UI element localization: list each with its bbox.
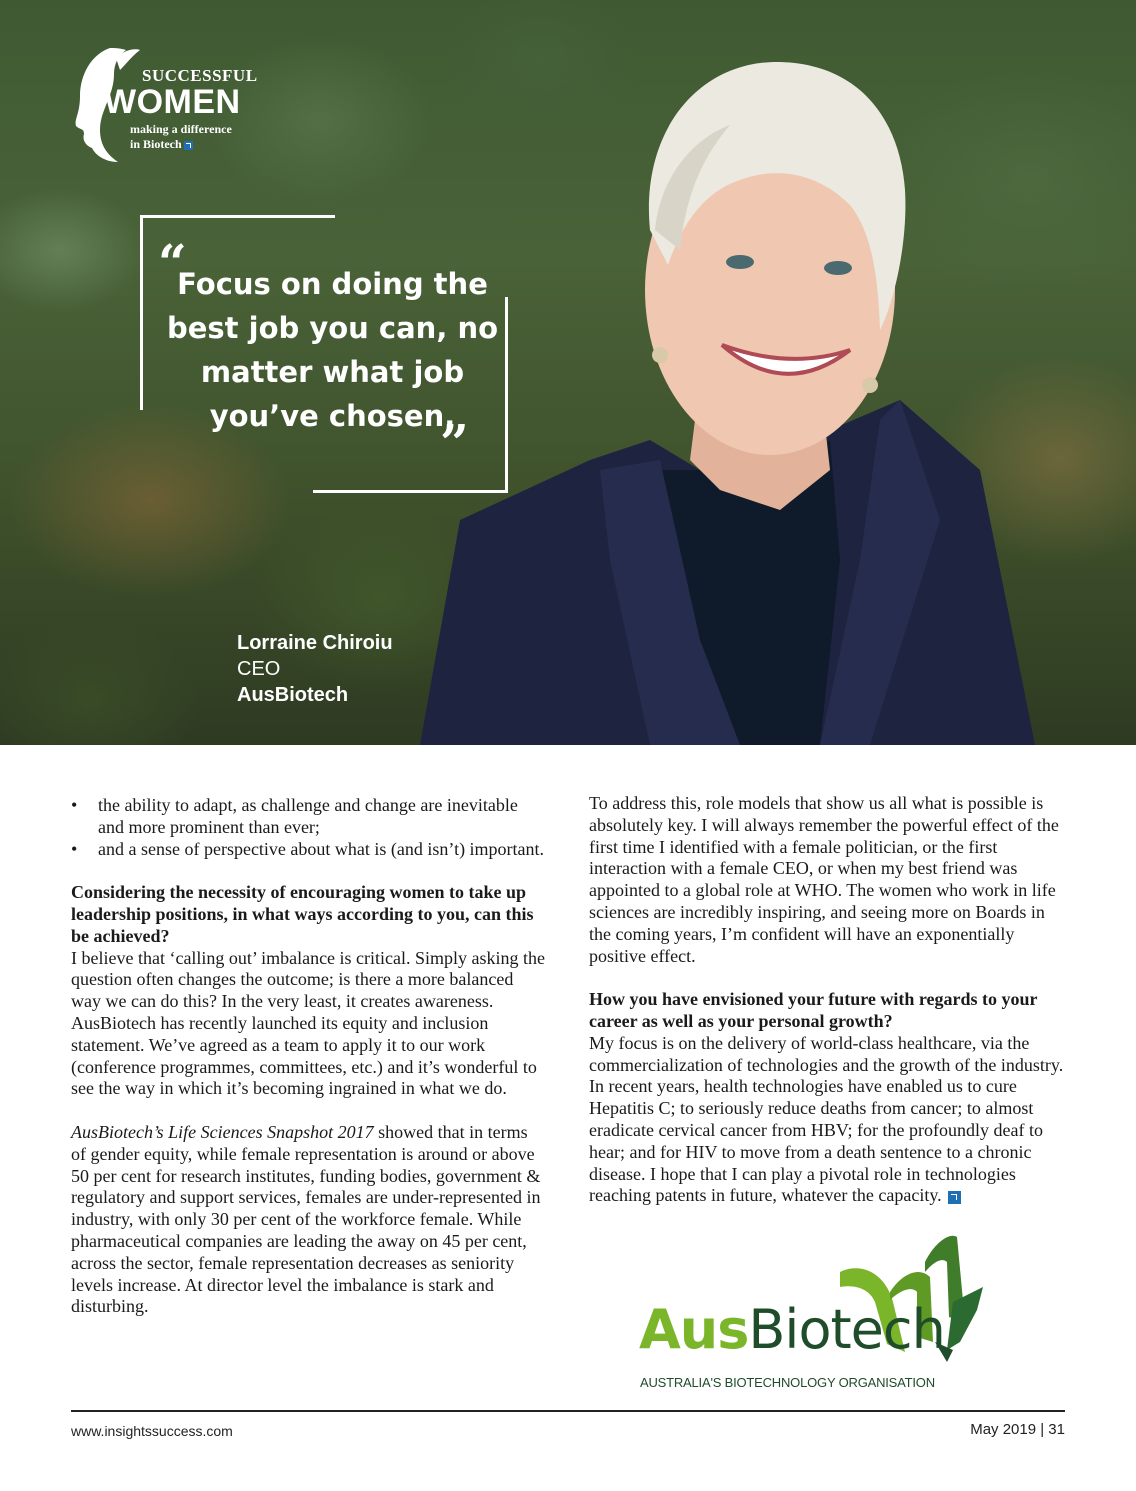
quote-frame-left <box>140 215 143 410</box>
pull-quote: Focus on doing the best job you can, no matter what job you’ve chosen. <box>166 267 499 433</box>
caption-title: CEO <box>237 658 281 680</box>
left-column <box>71 795 546 1318</box>
ausbiotech-logo <box>635 1232 995 1397</box>
brand-line-in-biotech-wrapper <box>130 137 193 152</box>
brand-line-successful: SUCCESSFUL <box>142 66 258 85</box>
answer-paragraph: My focus is on the delivery of world-class healthcare, via the commercialization of technologies and the growth of the industry. In recent years, health technologies have enabled us to cure Hepatitis C; to seriously reduce deaths from cancer; to almost eradicate cervical cancer from HBV; for the profoundly deaf to hear; and for HIV to move from a death sentence to a chronic disease. I hope that I can play a pivotal role in technologies reaching patents in future, whatever the capacity. <box>589 1032 1064 1206</box>
caption-organization: AusBiotech <box>237 684 349 706</box>
quote-frame-bottom <box>313 490 508 493</box>
role-models-paragraph: To address this, role models that show us all what is possible is absolutely key. I will always remember the powerful effect of the first time I identified with a female politician, or the first interaction with a female CEO, or when my best friend was appointed to a global role at WHO. The women who work in life sciences are incredibly inspiring, and seeing more on Boards in the coming years, I’m confident will have an exponentially positive effect. <box>589 793 1059 966</box>
snapshot-text: showed that in terms of gender equity, while female representation is around or above 50 per cent for research institutes, funding bodies, government & regulatory and support services, females are under-represented in industry, with only 30 per cent of the workforce female. While pharmaceutical companies are leading the away on 45 per cent, across the sector, female representation decreases as seniority levels increase. At director level the imbalance is stark and disturbing. <box>71 1121 541 1317</box>
bullet-list <box>71 795 546 860</box>
question-heading: Considering the necessity of encouraging women to take up leadership positions, in what ways according to you, can this be achieved? <box>71 882 534 946</box>
footer-rule <box>71 1410 1065 1412</box>
quote-frame-top <box>140 215 335 218</box>
answer-paragraph-wrapper <box>589 1033 1069 1207</box>
ausbiotech-tagline: AUSTRALIA'S BIOTECHNOLOGY ORGANISATION <box>640 1375 935 1390</box>
brand-line-making-a-difference: making a difference <box>130 122 232 136</box>
quote-frame-right <box>505 297 508 493</box>
footer-issue-page: May 2019 | 31 <box>970 1421 1065 1438</box>
end-mark-icon <box>948 1191 961 1204</box>
ausbiotech-wordmark <box>639 1300 945 1360</box>
brand-line-women: WOMEN <box>104 83 241 121</box>
close-quote-mark: ” <box>440 413 469 472</box>
ausbiotech-word-biotech: Biotech <box>748 1298 945 1361</box>
right-column <box>589 793 1069 1207</box>
footer-website: www.insightssuccess.com <box>71 1423 233 1439</box>
photo-caption <box>237 630 393 708</box>
open-quote-mark: “ <box>158 233 187 292</box>
ausbiotech-word-aus: Aus <box>639 1298 749 1361</box>
bullet-item: • and a sense of perspective about what is (and isn’t) important. <box>71 839 546 861</box>
answer-paragraph: I believe that ‘calling out’ imbalance is critical. Simply asking the question often changes the outcome; is there a more balanced way we can do this? In the very least, it creates awareness. AusBiotech has recently launched its equity and inclusion statement. We’ve agreed as a team to apply it to our work (conference programmes, committees, etc.) and it’s wonderful to see the way in which it’s becoming ingrained in what we do. <box>71 947 546 1099</box>
successful-women-logo <box>70 44 270 164</box>
insights-success-mini-icon <box>184 141 193 150</box>
bullet-item: • the ability to adapt, as challenge and change are inevitable and more prominent than ever; <box>71 795 546 839</box>
hero-photo <box>0 0 1136 745</box>
caption-name: Lorraine Chiroiu <box>237 632 393 654</box>
brand-line-in-biotech: in Biotech <box>130 137 182 151</box>
snapshot-paragraph <box>71 1122 546 1318</box>
report-title: AusBiotech’s Life Sciences Snapshot 2017 <box>71 1121 374 1142</box>
question-heading: How you have envisioned your future with regards to your career as well as your personal growth? <box>589 989 1038 1031</box>
